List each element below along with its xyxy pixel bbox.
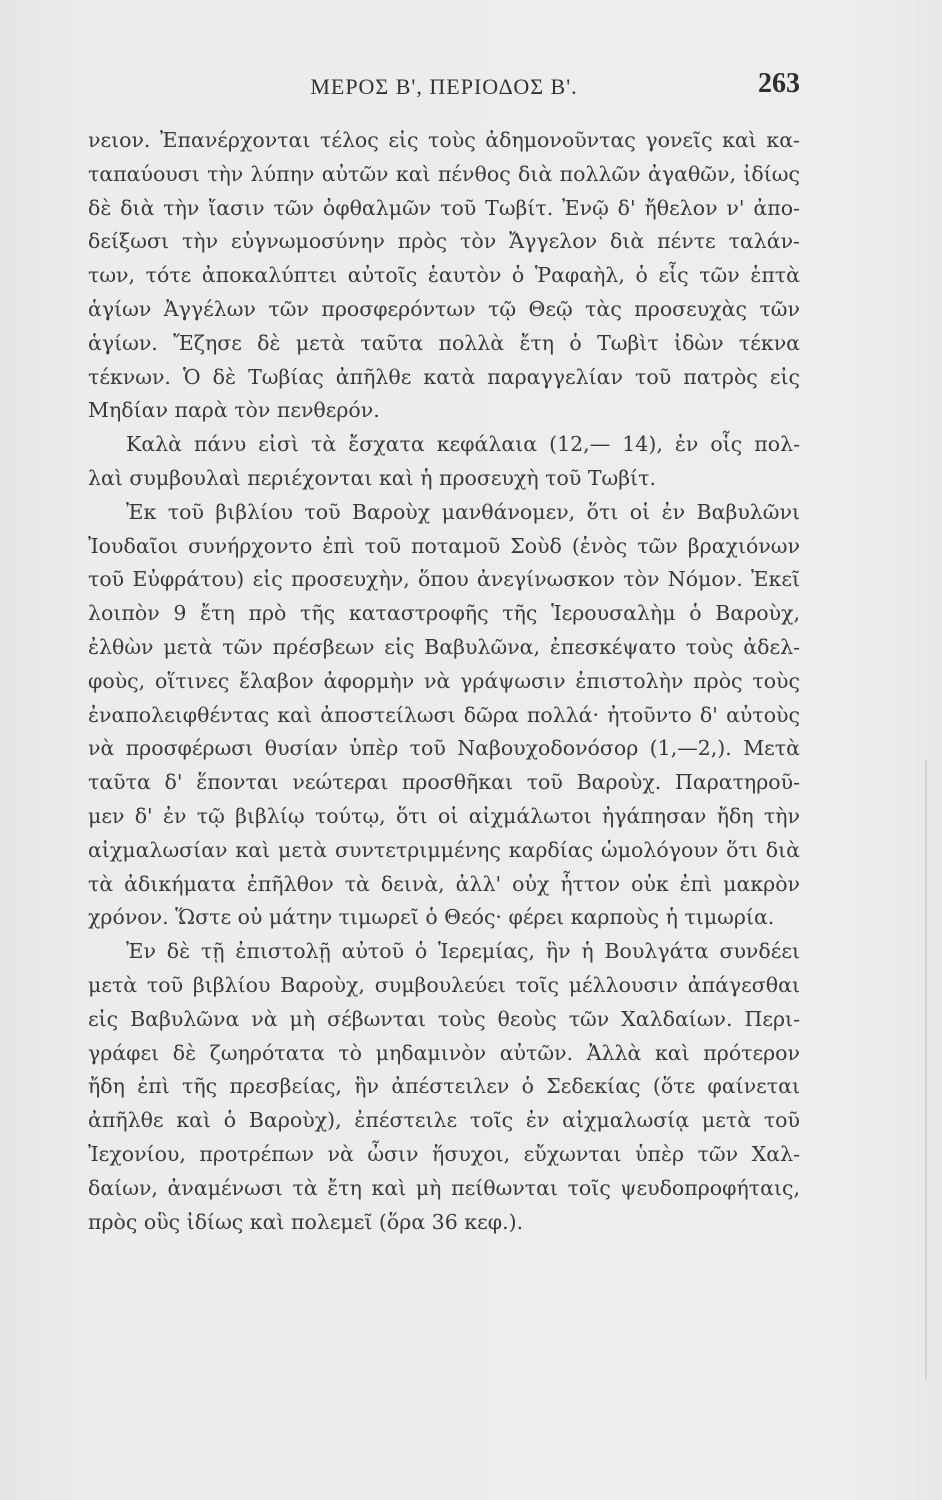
text-line: των, τότε ἀποκαλύπτει αὐτοῖς ἑαυτὸν ὁ Ῥαφαὴλ, ὁ εἷς τῶν ἑπτὰ: [88, 263, 800, 288]
text-line: γράφει δὲ ζωηρότατα τὸ μηδαμινὸν αὐτῶν. Ἀλλὰ καὶ πρότερον: [88, 1040, 800, 1065]
text-line: λοιπὸν 9 ἔτη πρὸ τῆς καταστροφῆς τῆς Ἱερουσαλὴμ ὁ Βαροὺχ,: [88, 601, 800, 626]
text-line: δείξωσι τὴν εὐγνωμοσύνην πρὸς τὸν Ἄγγελον διὰ πέντε ταλάν-: [88, 229, 800, 254]
text-line: ἁγίων Ἀγγέλων τῶν προσφερόντων τῷ Θεῷ τὰς προσευχὰς τῶν: [88, 296, 800, 321]
text-line: τέκνων. Ὁ δὲ Τωβίας ἀπῆλθε κατὰ παραγγελίαν τοῦ πατρὸς εἰς: [88, 364, 800, 389]
running-head: ΜΕΡΟΣ Β', ΠΕΡΙΟΔΟΣ Β'.: [310, 74, 578, 99]
text-line: Ἰεχονίου, προτρέπων νὰ ὦσιν ἥσυχοι, εὔχωνται ὑπὲρ τῶν Χαλ-: [88, 1141, 800, 1166]
text-line: ἐλθὼν μετὰ τῶν πρέσβεων εἰς Βαβυλῶνα, ἐπεσκέψατο τοὺς ἀδελ-: [88, 634, 800, 659]
text-line: Ἐν δὲ τῇ ἐπιστολῇ αὐτοῦ ὁ Ἱερεμίας, ἣν ἡ Βουλγάτα συνδέει: [126, 939, 800, 964]
page-edge-shadow: [925, 760, 927, 1380]
page-header: [88, 68, 800, 108]
text-line: αἰχμαλωσίαν καὶ μετὰ συντετριμμένης καρδίας ὡμολόγουν ὅτι διὰ: [88, 837, 800, 862]
text-line: χρόνον. Ὥστε οὐ μάτην τιμωρεῖ ὁ Θεός· φέρει καρποὺς ἡ τιμωρία.: [88, 905, 775, 930]
text-line: νειον. Ἐπανέρχονται τέλος εἰς τοὺς ἀδημονοῦντας γονεῖς καὶ κα-: [88, 128, 800, 152]
text-line: ἁγίων. Ἔζησε δὲ μετὰ ταῦτα πολλὰ ἔτη ὁ Τωβὶτ ἰδὼν τέκνα: [88, 330, 800, 355]
text-line: μεν δ' ἐν τῷ βιβλίῳ τούτῳ, ὅτι οἱ αἰχμάλωτοι ἠγάπησαν ἤδη τὴν: [88, 803, 800, 828]
text-line: ταπαύουσι τὴν λύπην αὐτῶν καὶ πένθος διὰ πολλῶν ἀγαθῶν, ἰδίως: [88, 161, 800, 186]
text-line: μετὰ τοῦ βιβλίου Βαροὺχ, συμβουλεύει τοῖς μέλλουσιν ἀπάγεσθαι: [88, 972, 800, 997]
page-number: 263: [758, 68, 800, 99]
text-line: δὲ διὰ τὴν ἴασιν τῶν ὀφθαλμῶν τοῦ Τωβίτ. Ἐνῷ δ' ἤθελον ν' ἀπο-: [88, 195, 800, 220]
text-line: ταῦτα δ' ἕπονται νεώτεραι προσθῆκαι τοῦ Βαροὺχ. Παρατηροῦ-: [88, 770, 800, 795]
text-line: Μηδίαν παρὰ τὸν πενθερόν.: [88, 398, 380, 423]
text-line: ἐναπολειφθέντας καὶ ἀποστείλωσι δῶρα πολλά· ἠτοῦντο δ' αὐτοὺς: [88, 702, 800, 727]
text-line: Ἐκ τοῦ βιβλίου τοῦ Βαροὺχ μανθάνομεν, ὅτι οἱ ἐν Βαβυλῶνι: [126, 499, 800, 524]
text-line: λαὶ συμβουλαὶ περιέχονται καὶ ἡ προσευχὴ τοῦ Τωβίτ.: [88, 465, 656, 490]
text-line: Καλὰ πάνυ εἰσὶ τὰ ἔσχατα κεφάλαια (12,— 14), ἐν οἷς πολ-: [126, 432, 800, 457]
text-line: ἤδη ἐπὶ τῆς πρεσβείας, ἣν ἀπέστειλεν ὁ Σεδεκίας (ὅτε φαίνεται: [88, 1074, 800, 1099]
text-line: εἰς Βαβυλῶνα νὰ μὴ σέβωνται τοὺς θεοὺς τῶν Χαλδαίων. Περι-: [88, 1006, 800, 1031]
text-line: πρὸς οὓς ἰδίως καὶ πολεμεῖ (ὅρα 36 κεφ.).: [88, 1209, 524, 1234]
text-line: τοῦ Εὐφράτου) εἰς προσευχὴν, ὅπου ἀνεγίνωσκον τὸν Νόμον. Ἐκεῖ: [88, 567, 800, 592]
body-text: [88, 124, 800, 1239]
text-line: δαίων, ἀναμένωσι τὰ ἔτη καὶ μὴ πείθωνται τοῖς ψευδοπροφήταις,: [88, 1175, 800, 1200]
text-line: ἀπῆλθε καὶ ὁ Βαροὺχ), ἐπέστειλε τοῖς ἐν αἰχμαλωσίᾳ μετὰ τοῦ: [88, 1108, 800, 1133]
text-line: Ἰουδαῖοι συνήρχοντο ἐπὶ τοῦ ποταμοῦ Σοὺδ (ἑνὸς τῶν βραχιόνων: [88, 533, 800, 558]
text-line: φοὺς, οἵτινες ἔλαβον ἀφορμὴν νὰ γράψωσιν ἐπιστολὴν πρὸς τοὺς: [88, 668, 800, 693]
text-line: νὰ προσφέρωσι θυσίαν ὑπὲρ τοῦ Ναβουχοδονόσορ (1,—2,). Μετὰ: [88, 736, 800, 761]
text-line: τὰ ἀδικήματα ἐπῆλθον τὰ δεινὰ, ἀλλ' οὐχ ἧττον οὐκ ἐπὶ μακρὸν: [88, 871, 800, 896]
